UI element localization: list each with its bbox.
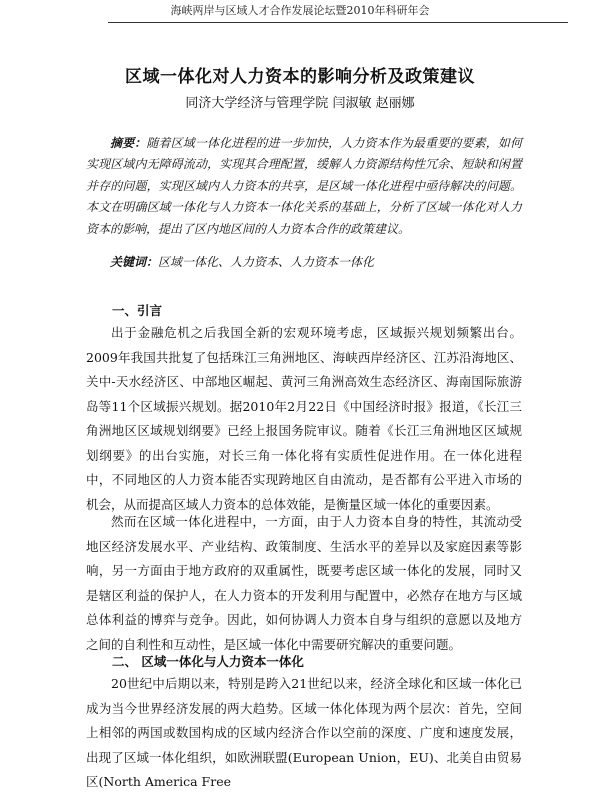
running-header: 海峡两岸与区域人才合作发展论坛暨2010年科研年会 bbox=[170, 4, 430, 17]
keywords-text: 区域一体化、人力资本、人力资本一体化 bbox=[158, 255, 375, 269]
abstract-text: 随着区域一体化进程的进一步加快，人力资本作为最重要的要素，如何实现区域内无障碍流动，实现其合理配置，缓解人力资源结构性冗余、短缺和闲置并存的问题，实现区域内人力资本的共享，是区域一体化进程中亟待解决的问题。本文在明确区域一体化与人力资本一体化关系的基础上，分析了区域一体化对人力资本的影响，提出了区内地区间的人力资本合作的政策建议。 bbox=[86, 136, 522, 236]
paragraph: 然而在区域一体化进程中，一方面，由于人力资本自身的特性，其流动受地区经济发展水平、产业结构、政策制度、生活水平的差异以及家庭因素等影响，另一方面由于地方政府的双重属性，既要考虑区域一体化的发展，同时又是辖区利益的保护人，在人力资本的开发利用与配置中，必然存在地方与区域总体利益的博弈与竞争。因此，如何协调人力资本自身与组织的意愿以及地方之间的自利性和互动性，是区域一体化中需要研究解决的重要问题。 bbox=[86, 514, 522, 652]
keywords-label: 关键词： bbox=[110, 255, 159, 269]
paragraph: 20世纪中后期以来，特别是跨入21世纪以来，经济全球化和区域一体化已成为当今世界经济发展的两大趋势。区域一体化体现为两个层次：首先，空间上相邻的两国或数国构成的区域内经济合作以空前的深度、广度和速度发展，出现了区域一体化组织，如欧洲联盟(European Union，EU)、北美自由贸易区(North America Free bbox=[86, 676, 522, 789]
section-heading-introduction: 一、引言 bbox=[112, 303, 163, 318]
keywords bbox=[86, 253, 522, 270]
abstract-label: 摘要： bbox=[110, 136, 147, 150]
header-rule bbox=[108, 22, 568, 23]
abstract bbox=[86, 133, 522, 240]
paper-title: 区域一体化对人力资本的影响分析及政策建议 bbox=[125, 67, 475, 87]
section-heading-integration: 二、 区域一体化与人力资本一体化 bbox=[112, 654, 304, 669]
paper-authors: 同济大学经济与管理学院 闫淑敏 赵丽娜 bbox=[185, 96, 415, 111]
paragraph: 出于金融危机之后我国全新的宏观环境考虑，区域振兴规划频繁出台。2009年我国共批复了包括珠江三角洲地区、海峡西岸经济区、江苏沿海地区、关中-天水经济区、中部地区崛起、黄河三角洲高效生态经济区、海南国际旅游岛等11个区域振兴规划。据2010年2月22日《中国经济时报》报道，《长江三角洲地区区域规划纲要》已经上报国务院审议。随着《长江三角洲地区区域规划纲要》的出台实施，对长三角一体化将有实质性促进作用。在一体化进程中，不同地区的人力资本能否实现跨地区自由流动，是否都有公平进入市场的机会，从而提高区域人力资本的总体效能，是衡量区域一体化的重要因素。 bbox=[86, 325, 522, 512]
